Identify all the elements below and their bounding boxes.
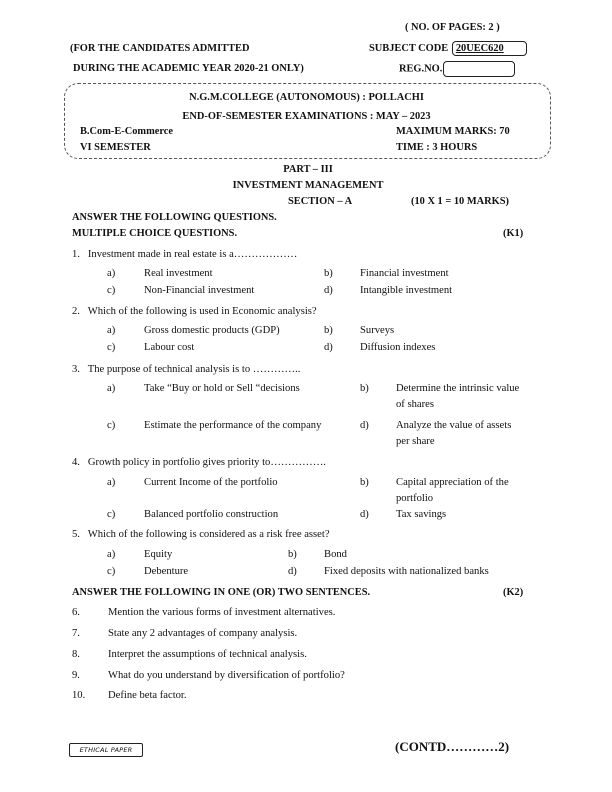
k1-level: (K1) <box>503 228 524 239</box>
question-number: 10. <box>72 690 86 701</box>
option-text: Take “Buy or hold or Sell “decisions <box>144 383 300 394</box>
option-text-continued: of shares <box>396 399 434 410</box>
option-text: Financial investment <box>360 268 449 279</box>
option-text: Tax savings <box>396 509 447 520</box>
question-10-text: Define beta factor. <box>108 690 187 701</box>
option-label: d) <box>360 420 369 431</box>
question-number: 2. <box>72 306 80 317</box>
option-text: Equity <box>144 549 173 560</box>
option-text: Bond <box>324 549 347 560</box>
candidates-line-2: DURING THE ACADEMIC YEAR 2020-21 ONLY) <box>73 63 304 74</box>
option-label: b) <box>288 549 297 560</box>
question-number: 3. <box>72 364 80 375</box>
k2-level: (K2) <box>503 587 524 598</box>
option-text: Capital appreciation of the <box>396 477 509 488</box>
option-text-continued: per share <box>396 436 435 447</box>
option-label: b) <box>324 268 333 279</box>
option-label: d) <box>288 566 297 577</box>
option-label: c) <box>107 285 116 296</box>
reg-no-label: REG.NO. <box>399 63 443 75</box>
question-3 <box>72 364 300 375</box>
option-text: Debenture <box>144 566 189 577</box>
option-label: c) <box>107 566 116 577</box>
option-label: c) <box>107 342 116 353</box>
question-number: 5. <box>72 529 80 540</box>
option-text: Balanced portfolio construction <box>144 509 279 520</box>
subject-code <box>369 41 527 56</box>
question-text: Which of the following is used in Economic analysis? <box>87 306 317 317</box>
option-label: b) <box>360 383 369 394</box>
option-text: Real investment <box>144 268 213 279</box>
option-text: Fixed deposits with nationalized banks <box>324 566 489 577</box>
option-text: Intangible investment <box>360 285 453 296</box>
reg-no-field[interactable] <box>443 61 515 77</box>
part-title: PART – III <box>283 164 333 175</box>
course-name: B.Com-E-Commerce <box>80 126 174 137</box>
continued-note: (CONTD…………2) <box>395 739 510 754</box>
option-text: Estimate the performance of the company <box>144 420 322 431</box>
option-label: b) <box>360 477 369 488</box>
candidates-line-1: (FOR THE CANDIDATES ADMITTED <box>70 43 250 54</box>
ethical-paper-stamp: ETHICAL PAPER <box>69 743 143 757</box>
option-label: d) <box>324 342 333 353</box>
question-number: 9. <box>72 670 80 681</box>
subject-code-label: SUBJECT CODE <box>369 42 449 54</box>
question-1 <box>72 249 297 260</box>
question-2 <box>72 306 317 317</box>
section-marks: (10 X 1 = 10 MARKS) <box>411 196 509 207</box>
question-5 <box>72 529 330 540</box>
question-number: 7. <box>72 628 80 639</box>
short-answer-instruction: ANSWER THE FOLLOWING IN ONE (OR) TWO SENTENCES. <box>72 587 371 598</box>
option-text: Labour cost <box>144 342 195 353</box>
instruction-answer: ANSWER THE FOLLOWING QUESTIONS. <box>72 212 277 223</box>
option-text: Current Income of the portfolio <box>144 477 278 488</box>
exam-time: TIME : 3 HOURS <box>396 142 478 153</box>
option-label: b) <box>324 325 333 336</box>
question-8-text: Interpret the assumptions of technical analysis. <box>108 649 307 660</box>
question-number: 8. <box>72 649 80 660</box>
subject-title: INVESTMENT MANAGEMENT <box>232 180 384 191</box>
exam-title: END-OF-SEMESTER EXAMINATIONS : MAY – 2023 <box>182 111 431 122</box>
question-6-text: Mention the various forms of investment alternatives. <box>108 607 336 618</box>
reg-no <box>399 61 515 77</box>
instruction-mcq: MULTIPLE CHOICE QUESTIONS. <box>72 228 238 239</box>
option-label: d) <box>360 509 369 520</box>
option-label: a) <box>107 549 116 560</box>
option-text-continued: portfolio <box>396 493 434 504</box>
question-number: 1. <box>72 249 80 260</box>
option-label: a) <box>107 325 116 336</box>
question-4 <box>72 457 326 468</box>
question-text: Which of the following is considered as a risk free asset? <box>87 529 330 540</box>
section-title: SECTION – A <box>288 196 353 207</box>
option-text: Analyze the value of assets <box>396 420 512 431</box>
option-label: c) <box>107 420 116 431</box>
option-text: Non-Financial investment <box>144 285 255 296</box>
option-label: d) <box>324 285 333 296</box>
subject-code-value: 20UEC620 <box>452 41 527 56</box>
question-9-text: What do you understand by diversification of portfolio? <box>108 670 345 681</box>
question-text: Investment made in real estate is a……………… <box>87 249 298 260</box>
college-name: N.G.M.COLLEGE (AUTONOMOUS) : POLLACHI <box>189 92 424 103</box>
max-marks: MAXIMUM MARKS: 70 <box>396 126 510 137</box>
option-text: Determine the intrinsic value <box>396 383 520 394</box>
option-label: a) <box>107 383 116 394</box>
option-text: Surveys <box>360 325 395 336</box>
option-label: a) <box>107 268 116 279</box>
question-number: 6. <box>72 607 80 618</box>
option-label: a) <box>107 477 116 488</box>
question-text: The purpose of technical analysis is to ………….. <box>87 364 301 375</box>
page-count: ( NO. OF PAGES: 2 ) <box>405 22 500 33</box>
semester: VI SEMESTER <box>80 142 151 153</box>
question-7-text: State any 2 advantages of company analysis. <box>108 628 298 639</box>
question-text: Growth policy in portfolio gives priority to……………. <box>87 457 326 468</box>
option-text: Diffusion indexes <box>360 342 436 353</box>
option-label: c) <box>107 509 116 520</box>
option-text: Gross domestic products (GDP) <box>144 325 280 336</box>
question-number: 4. <box>72 457 80 468</box>
